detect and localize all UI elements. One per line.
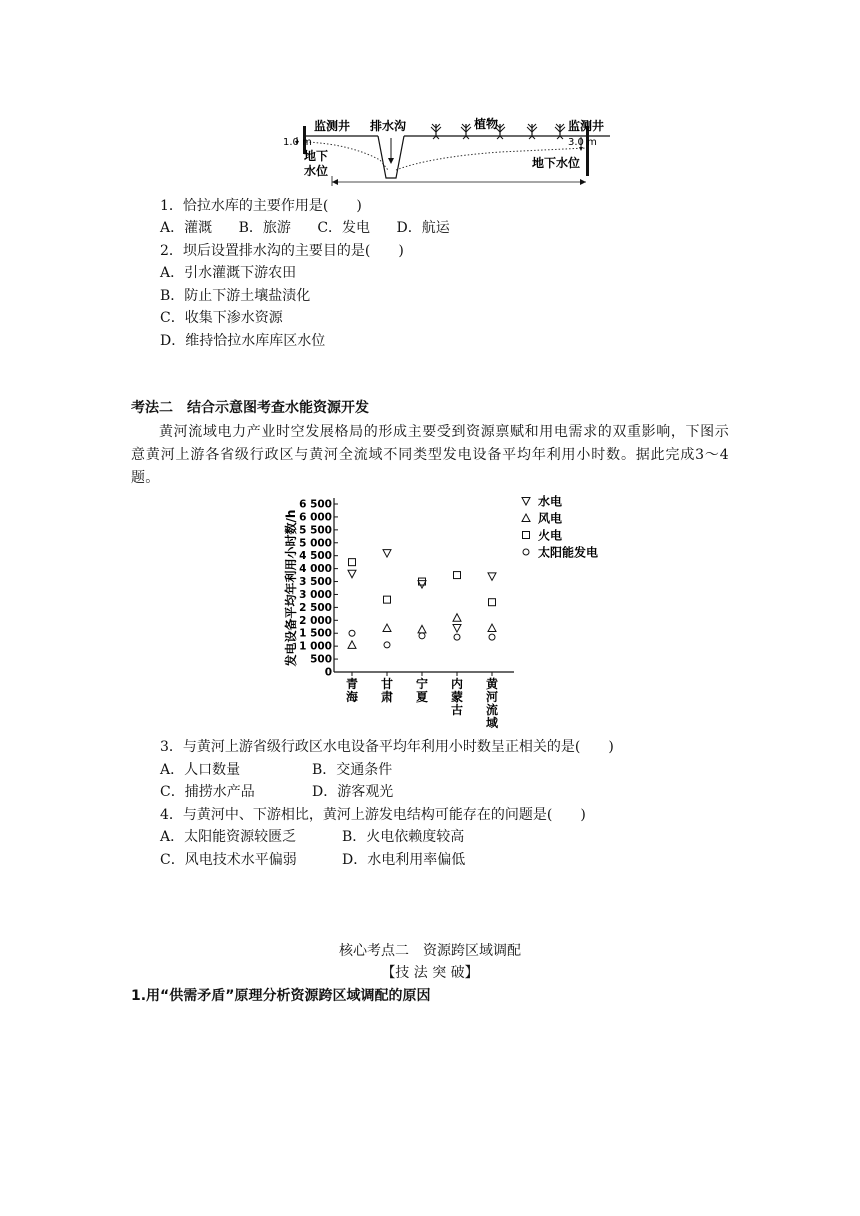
y-tick-label: 500 (310, 653, 332, 666)
legend-label: 水电 (538, 494, 563, 509)
q3-option-d[interactable]: D．游客观光 (312, 784, 394, 800)
y-tick-label: 6 000 (299, 511, 332, 524)
legend-marker-circle (523, 549, 529, 555)
point-square (349, 559, 356, 566)
q2-option-b[interactable]: B．防止下游土壤盐渍化 (160, 288, 311, 304)
q3-option-c[interactable]: C．捕捞水产品 (160, 784, 255, 800)
q3-stem: 3．与黄河上游省级行政区水电设备平均年利用小时数呈正相关的是( ) (160, 739, 614, 755)
point-circle (349, 630, 355, 636)
q1-stem: 1．恰拉水库的主要作用是( ) (160, 198, 362, 214)
ditch-label: 排水沟 (370, 119, 407, 133)
y-tick-label: 0 (324, 666, 332, 679)
q1-option-b[interactable]: B．旅游 (238, 220, 291, 236)
y-axis-label (283, 510, 298, 668)
plants-label: 植物 (474, 117, 499, 131)
point-circle (489, 634, 495, 640)
q2-option-a[interactable]: A．引水灌溉下游农田 (160, 265, 297, 281)
point-triangle-up (453, 614, 461, 622)
q4-option-d[interactable]: D．水电利用率偏低 (342, 852, 466, 868)
point-circle (454, 634, 460, 640)
y-tick-label: 1 500 (299, 627, 332, 640)
legend-label: 太阳能发电 (538, 545, 599, 560)
y-tick-label: 5 500 (299, 524, 332, 537)
q2-option-c[interactable]: C．收集下渗水资源 (160, 310, 283, 326)
y-tick-label: 5 000 (299, 537, 332, 550)
right-depth-label: 3.0 m (568, 137, 597, 148)
legend-marker-triangle-down (522, 498, 530, 506)
point-square (489, 599, 496, 606)
point-circle (384, 642, 390, 648)
q4-option-c[interactable]: C．风电技术水平偏弱 (160, 852, 297, 868)
q3-option-b[interactable]: B．交通条件 (312, 762, 393, 778)
point-triangle-down (488, 573, 496, 581)
point-circle (419, 633, 425, 639)
section2-intro: 黄河流域电力产业时空发展格局的形成主要受到资源禀赋和用电需求的双重影响，下图示意黄河上游各省级行政区与黄河全流域不同类型发电设备平均年利用小时数。据此完成3～4题。 (131, 424, 729, 486)
q4-option-a[interactable]: A．太阳能资源较匮乏 (160, 829, 297, 845)
legend-label: 火电 (538, 528, 563, 543)
y-tick-label: 2 500 (299, 601, 332, 614)
section3-title: 核心考点二 资源跨区域调配 (339, 943, 521, 959)
power-hours-chart (280, 490, 620, 730)
point-triangle-down (418, 581, 426, 589)
legend-marker-square (523, 532, 530, 539)
x-category-label: 黄河流域 (485, 677, 499, 730)
y-tick-label: 3 500 (299, 576, 332, 589)
q2-stem: 2．坝后设置排水沟的主要目的是( ) (160, 243, 404, 259)
y-tick-label: 4 000 (299, 563, 332, 576)
point-triangle-down (453, 625, 461, 633)
legend-label: 风电 (538, 511, 563, 526)
q4-options-row1 (160, 827, 464, 847)
point-triangle-up (348, 641, 356, 649)
reservoir-cross-section-figure (270, 112, 610, 188)
point-square (454, 572, 461, 579)
y-tick-label: 6 500 (299, 498, 332, 511)
point-triangle-down (383, 550, 391, 558)
left-gw-label-2: 水位 (304, 164, 329, 178)
q4-option-b[interactable]: B．火电依赖度较高 (342, 829, 465, 845)
left-well-label: 监测井 (314, 119, 351, 133)
x-category-label: 内蒙古 (450, 677, 464, 717)
q4-stem: 4．与黄河中、下游相比，黄河上游发电结构可能存在的问题是( ) (160, 807, 586, 823)
y-tick-label: 3 000 (299, 588, 332, 601)
point-triangle-up (383, 624, 391, 632)
left-depth-label: 1.0 m (283, 137, 312, 148)
point-triangle-up (488, 624, 496, 632)
q2-option-d[interactable]: D．维持恰拉水库库区水位 (160, 333, 326, 349)
y-tick-label: 1 000 (299, 640, 332, 653)
x-category-label: 甘肃 (380, 677, 394, 704)
q3-options-row2 (160, 782, 393, 802)
q1-option-d[interactable]: D．航运 (396, 220, 450, 236)
point-triangle-down (348, 570, 356, 578)
q1-option-a[interactable]: A．灌溉 (160, 220, 213, 236)
section3-subtitle: 【技 法 突 破】 (381, 965, 479, 981)
x-category-label: 宁夏 (415, 677, 429, 704)
right-gw-label: 地下水位 (532, 156, 581, 170)
right-well-shape (586, 126, 589, 176)
q3-options-row1 (160, 760, 392, 780)
section2-heading: 考法二 结合示意图考查水能资源开发 (131, 400, 369, 416)
right-well-label: 监测井 (568, 119, 605, 133)
point-triangle-up (418, 625, 426, 633)
q3-option-a[interactable]: A．人口数量 (160, 762, 241, 778)
q1-options (160, 218, 450, 238)
q1-option-c[interactable]: C．发电 (317, 220, 371, 236)
legend-marker-triangle-up (522, 514, 530, 522)
y-tick-label: 4 500 (299, 550, 332, 563)
q4-options-row2 (160, 850, 465, 870)
y-tick-label: 2 000 (299, 614, 332, 627)
x-category-label: 青海 (345, 677, 359, 704)
section3-point1: 1.用“供需矛盾”原理分析资源跨区域调配的原因 (131, 988, 431, 1004)
point-square (384, 596, 391, 603)
y-axis-title: 发电设备平均年利用小时数/h (284, 509, 298, 667)
left-gw-label-1: 地下 (304, 149, 329, 163)
